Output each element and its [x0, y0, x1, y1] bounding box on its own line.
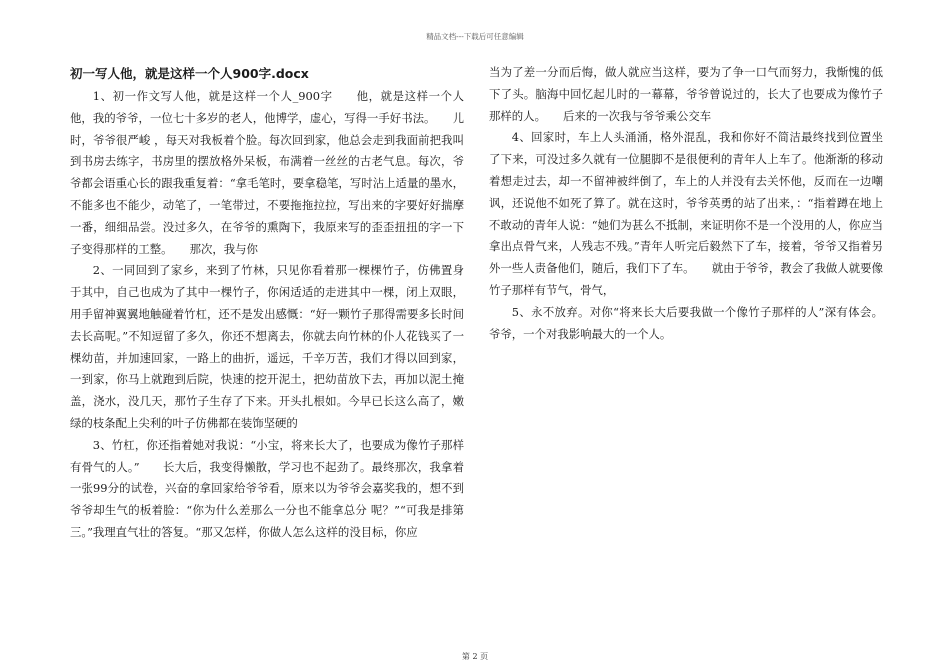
paragraph-2: 2、一同回到了家乡，来到了竹林，只见你看着那一棵棵竹子，仿佛置身于其中，自己也成为了其中一棵竹子，你闲适适的走进其中一棵，闭上双眼，用手留神翼翼地触碰着竹杠，还不是发出感慨：“好一颗竹子那得需要多长时间去长高呢。”不知逗留了多久，你还不想离去，你就去向竹林的仆人花钱买了一棵幼苗，并加速回家，一路上的曲折，遥远，千辛万苦，我们才得以回到家，一到家，你马上就跑到后院，快速的挖开泥土，把幼苗放下去，再加以泥土掩盖，浇水，没几天，那竹子生存了下来。开头扎根如。今早已长这么高了，嫩绿的枝条配上尖利的叶子仿佛都在装饰坚硬的 — [70, 263, 464, 430]
paragraph-5: 5、永不放弃。对你“将来长大后要我做一个像竹子那样的人”深有体会。爷爷，一个对我影响最大的一个人。 — [489, 304, 883, 341]
paragraph-1: 1、初一作文写人他，就是这样一个人_900字 他，就是这样一个人 他，我的爷爷，一位七十多岁的老人，他博学，虚心，写得一手好书法。 儿时，爷爷很严峻 ，每天对我板着个脸。每次回到家，他总会走到我面前把我叫到书房去练字，书房里的摆放格外呆板，布满着一丝丝的古老气息。每次，爷爷都会语重心长的跟我重复着：“拿毛笔时，要拿稳笔，写时沾上适量的墨水，不能多也不能少，动笔了，一笔带过，不要拖拖拉拉，写出来的字要好好揣摩一番，细细品尝。没过多久，在爷爷的熏陶下，我原来写的歪歪扭扭的字一下子变得那样的工整。 那次，我与你 — [70, 89, 487, 256]
right-column — [489, 62, 883, 345]
document-title: 初一写人他，就是这样一个人900字.docx — [70, 66, 309, 81]
paragraph-3: 3、竹杠，你还指着她对我说：“小宝，将来长大了，也要成为像竹子那样有骨气的人。” 长大后，我变得懒散，学习也不起劲了。最终那次，我拿着一张99分的试卷，兴奋的拿回家给爷爷看，原来以为爷爷会嘉奖我的，想不到爷爷却生气的板着脸：“你为什么差那么一分也不能拿总分 呢？”“可我是排第三。”我理直气壮的答复。“那又怎样，你做人怎么这样的没目标，你应 — [70, 437, 464, 539]
left-column — [70, 62, 487, 544]
paragraph-3-continued: 当为了差一分而后悔，做人就应当这样，要为了争一口气而努力，我惭愧的低下了头。脑海中回忆起儿时的一幕幕，爷爷曾说过的，长大了也要成为像竹子那样的人。 后来的一次我与爷爷乘公交车 — [489, 65, 883, 123]
paragraph-4: 4、回家时，车上人头涌涌，格外混乱，我和你好不简洁最终找到位置坐了下来，可没过多久就有一位腿脚不是很便利的青年人上车了。他渐渐的移动着想走过去，却一不留神被绊倒了，车上的人并没有去关怀他，反而在一边嘲讽，还说他不如死了算了。就在这时，爷爷英勇的站了出来，：“指着蹲在地上不敢动的青年人说：“她们为甚么不抵制，来证明你不是一个没用的人，你应当拿出点骨气来，人残志不残。”青年人听完后毅然下了车，接着，爷爷又指着另外一些人责备他们，随后，我们下了车。 就由于爷爷，教会了我做人就要像竹子那样有节气，骨气， — [489, 130, 883, 297]
page-header: 精品文档---下载后可任意编辑 — [426, 32, 524, 41]
page-number: 第 2 页 — [461, 652, 489, 661]
